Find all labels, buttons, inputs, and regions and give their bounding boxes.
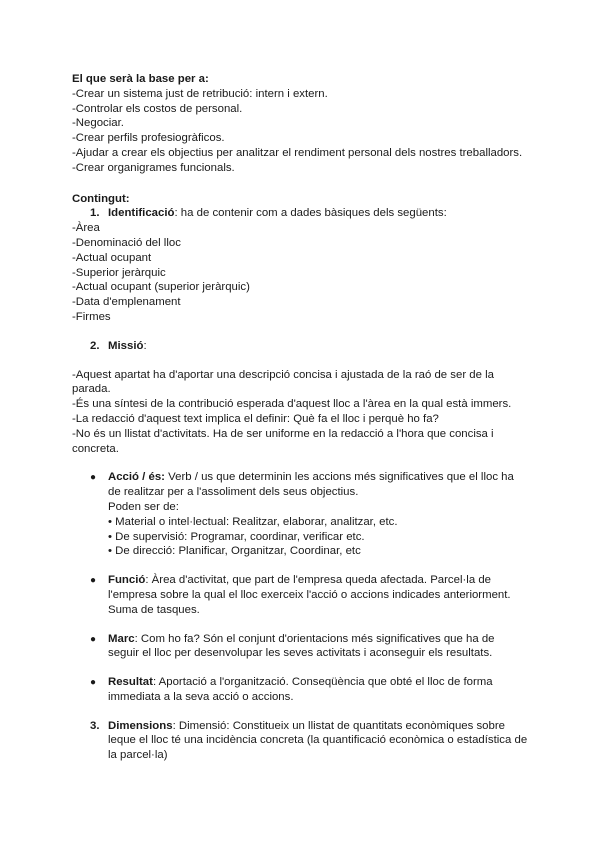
missio-item: -La redacció d'aquest text implica el definir: Què fa el lloc i perquè ho fa? xyxy=(72,412,439,425)
bullet-icon: ● xyxy=(90,677,97,689)
bullet-marc xyxy=(90,632,528,662)
missio-item: -Aquest apartat ha d'aportar una descripció concisa i ajustada de la raó de ser de la parada. xyxy=(72,368,494,396)
section-number: 2. xyxy=(90,339,100,352)
bullet-term: Funció xyxy=(108,574,146,587)
base-item: -Crear perfils profesiogràficos. xyxy=(72,132,225,145)
contingut-heading: Contingut: xyxy=(72,192,130,205)
identificacio-item: -Firmes xyxy=(72,310,111,323)
identificacio-item: -Àrea xyxy=(72,222,100,235)
section-colon: : xyxy=(143,339,147,352)
section-title: Dimensions xyxy=(108,719,173,732)
base-heading: El que serà la base per a: xyxy=(72,73,209,85)
bullet-resultat xyxy=(90,675,528,705)
section-missio xyxy=(72,339,528,354)
section-title: Missió xyxy=(108,339,144,352)
bullet-text: Verb / us que determinin les accions més significatives que el lloc ha de realitzar per a l'assoliment dels seus objectius. xyxy=(108,471,514,499)
base-item: -Negociar. xyxy=(72,117,124,130)
section-text: : Dimensió: Constitueix un llistat de quantitats econòmiques sobre leque el lloc té una incidència concreta (la quantificació econòmica o estadística de la parcel·la) xyxy=(108,719,528,762)
bullet-term: Acció / és: xyxy=(108,471,165,484)
bullet-accio xyxy=(90,470,528,559)
base-item: -Ajudar a crear els objectius per analitzar el rendiment personal dels nostres treballadors. xyxy=(72,146,523,159)
identificacio-item: -Actual ocupant (superior jeràrquic) xyxy=(72,281,250,294)
bullet-sub-item: • De supervisió: Programar, coordinar, verificar etc. xyxy=(108,530,365,543)
section-number: 3. xyxy=(90,719,100,732)
bullet-icon: ● xyxy=(90,633,97,645)
section-number: 1. xyxy=(90,207,100,220)
missio-item: -És una síntesi de la contribució esperada d'aquest lloc a l'àrea en la qual està immers. xyxy=(72,398,512,411)
bullet-text: : Aportació a l'organització. Conseqüència que obté el lloc de forma immediata a la seva acció o accions. xyxy=(108,676,493,703)
section-intro: : ha de contenir com a dades bàsiques dels següents: xyxy=(174,207,447,220)
bullet-text: : Com ho fa? Són el conjunt d'orientacions més significatives que ha de seguir el lloc per desenvolupar les seves activitats i aconseguir els resultats. xyxy=(108,632,495,660)
document-body xyxy=(72,72,528,763)
bullet-term: Marc xyxy=(108,632,135,645)
bullet-sub-item: • Material o intel·lectual: Realitzar, elaborar, analitzar, etc. xyxy=(108,515,398,528)
bullet-funcio xyxy=(90,573,528,617)
missio-item: -No és un llistat d'activitats. Ha de ser uniforme en la redacció a l'hora que concisa i concreta. xyxy=(72,427,494,455)
identificacio-item: -Actual ocupant xyxy=(72,251,152,264)
base-item: -Controlar els costos de personal. xyxy=(72,102,243,115)
base-item: -Crear un sistema just de retribució: intern i extern. xyxy=(72,87,328,100)
bullet-icon: ● xyxy=(90,472,97,484)
section-title: Identificació xyxy=(108,207,175,220)
bullet-sub-item: • De direcció: Planificar, Organitzar, Coordinar, etc xyxy=(108,545,361,558)
base-item: -Crear organigrames funcionals. xyxy=(72,161,235,174)
section-identificacio xyxy=(72,206,528,221)
identificacio-item: -Data d'emplenament xyxy=(72,296,181,309)
bullet-sub-intro: Poden ser de: xyxy=(108,500,179,513)
bullet-text: : Àrea d'activitat, que part de l'empresa queda afectada. Parcel·la de l'empresa sobre la qual el lloc exerceix l'acció o accions indicades anteriorment. Suma de tasques. xyxy=(108,574,511,616)
section-dimensions xyxy=(72,719,528,763)
bullet-icon: ● xyxy=(90,575,97,587)
identificacio-item: -Denominació del lloc xyxy=(72,236,181,249)
bullet-term: Resultat xyxy=(108,676,153,689)
identificacio-item: -Superior jeràrquic xyxy=(72,266,166,279)
